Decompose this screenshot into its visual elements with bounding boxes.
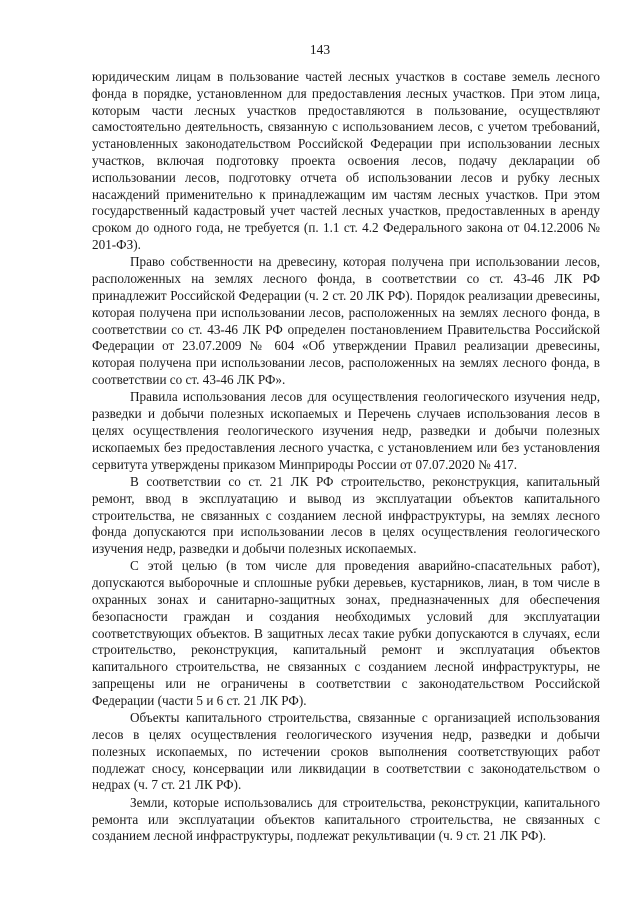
paragraph-3: Правила использования лесов для осуществления геологического изучения недр, разведки и добычи полезных ископаемых и Перечень случаев использования лесов в целях осуществления геологического изучения недр, разведки и добычи полезных ископаемых без предоставления лесного участка, с установлением или без установления сервитута утверждены приказом Минприроды России от 07.07.2020 № 417.	[92, 389, 600, 472]
paragraph-2: Право собственности на древесину, которая получена при использовании лесов, расположенных на землях лесного фонда, в соответствии со ст. 43-46 ЛК РФ принадлежит Российской Федерации (ч. 2 ст. 20 ЛК РФ). Порядок реализации древесины, которая получена при использовании лесов, расположенных на землях лесного фонда, в соответствии со ст. 43-46 ЛК РФ определен постановлением Правительства Российской Федерации от 23.07.2009 № 604 «Об утверждении Правил реализации древесины, которая получена при использовании лесов, расположенных на землях лесного фонда, в соответствии со ст. 43-46 ЛК РФ».	[92, 254, 600, 387]
page-number: 143	[309, 42, 331, 57]
paragraph-7: Земли, которые использовались для строительства, реконструкции, капитального ремонта или эксплуатации объектов капитального строительства, не связанных с созданием лесной инфраструктуры, подлежат рекультивации (ч. 9 ст. 21 ЛК РФ).	[92, 794, 600, 844]
paragraph-6: Объекты капитального строительства, связанные с организацией использования лесов в целях осуществления геологического изучения недр, разведки и добычи полезных ископаемых, по истечении сроков выполнения соответствующих работ подлежат сносу, консервации или ликвидации в соответствии с законодательством о недрах (ч. 7 ст. 21 ЛК РФ).	[92, 710, 600, 793]
paragraph-1: юридическим лицам в пользование частей лесных участков в составе земель лесного фонда в порядке, установленном для предоставления лесных участков. При этом лица, которым части лесных участков предоставляются в пользование, осуществляют самостоятельно деятельность, связанную с использованием лесов, с учетом требований, установленных законодательством Российской Федерации при использовании лесных участков, включая подготовку проекта освоения лесов, подачу декларации об использовании лесов, подготовку отчета об использовании лесов и рубку лесных насаждений применительно к принадлежащим им частям лесных участков. При этом государственный кадастровый учет частей лесных участков, предоставленных в аренду сроком до одного года, не требуется (п. 1.1 ст. 4.2 Федерального закона от 04.12.2006 № 201-ФЗ).	[92, 69, 600, 252]
body-text	[92, 69, 600, 845]
paragraph-5: С этой целью (в том числе для проведения аварийно-спасательных работ), допускаются выборочные и сплошные рубки деревьев, кустарников, лиан, в том числе в охранных зонах и санитарно-защитных зонах, предназначенных для обеспечения безопасности граждан и создания необходимых условий для эксплуатации соответствующих объектов. В защитных лесах такие рубки допускаются в случаях, если строительство, реконструкция, капитальный ремонт и эксплуатация объектов капитального строительства, не связанных с созданием лесной инфраструктуры, не запрещены или не ограничены в соответствии с законодательством Российской Федерации (части 5 и 6 ст. 21 ЛК РФ).	[92, 558, 600, 708]
paragraph-4: В соответствии со ст. 21 ЛК РФ строительство, реконструкция, капитальный ремонт, ввод в эксплуатацию и вывод из эксплуатации объектов капитального строительства, не связанных с созданием лесной инфраструктуры, на землях лесного фонда допускаются при использовании лесов в целях осуществления геологического изучения недр, разведки и добычи полезных ископаемых.	[92, 473, 600, 557]
